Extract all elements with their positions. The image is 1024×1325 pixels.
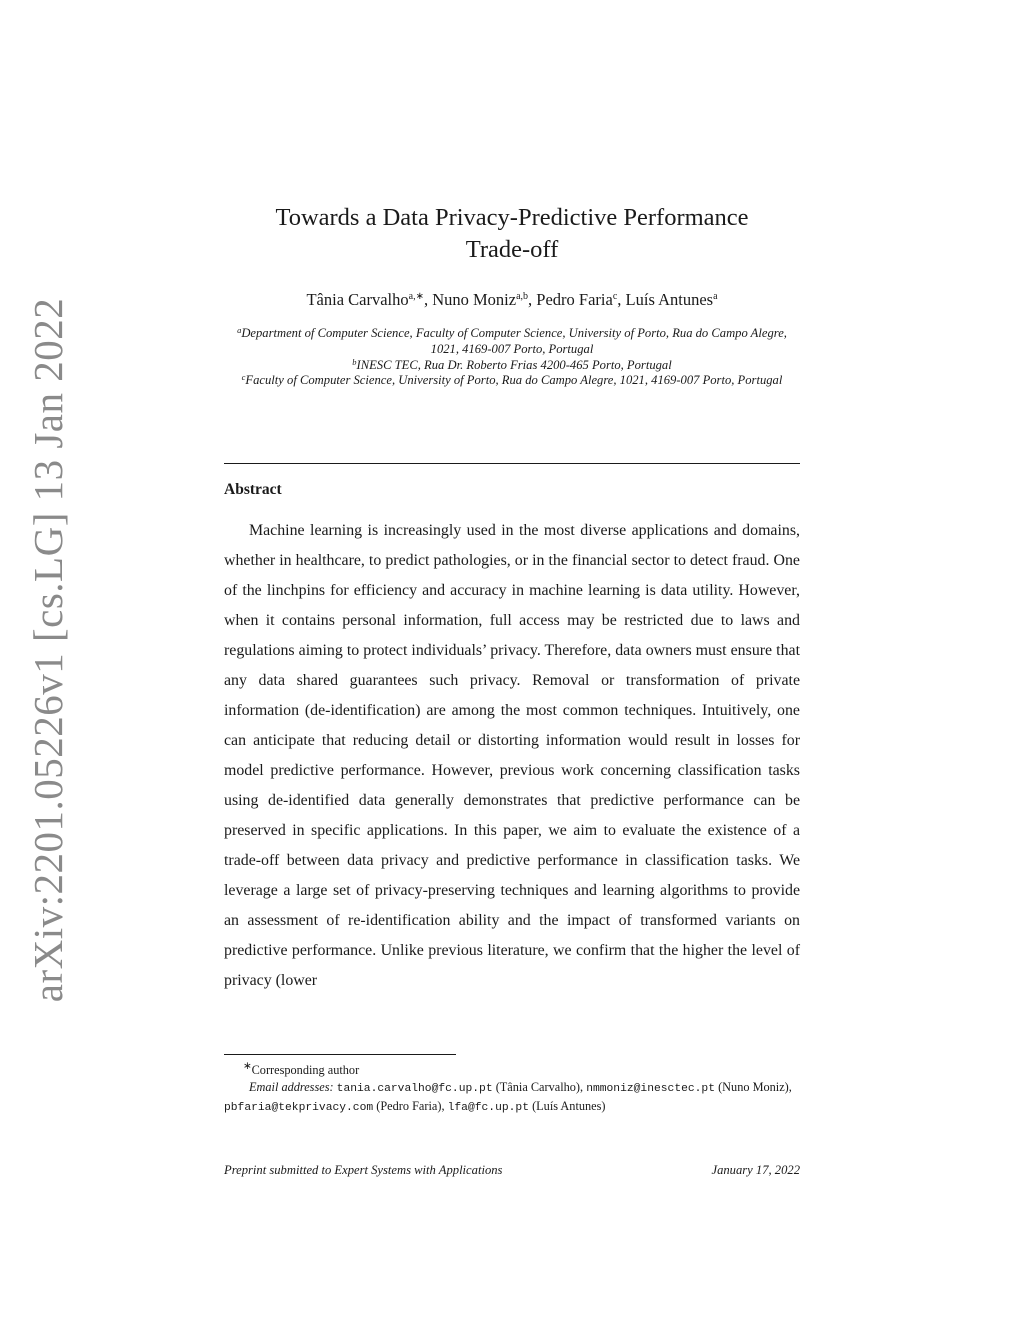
email-link[interactable]: pbfaria@tekprivacy.com	[224, 1102, 374, 1115]
author-separator: ,	[528, 290, 537, 309]
affiliation-b	[224, 358, 800, 374]
author-separator: ,	[423, 290, 433, 309]
paper-title-line-1: Towards a Data Privacy-Predictive Performance	[275, 204, 749, 231]
affiliation-a	[224, 326, 800, 358]
footnote-mark: ∗	[243, 1061, 252, 1072]
abstract-top-rule	[224, 463, 800, 464]
paper-title-line-2: Trade-off	[465, 236, 559, 263]
affiliation-text: INESC TEC, Rua Dr. Roberto Frias 4200-465 Porto, Portugal	[356, 357, 672, 372]
email-link[interactable]: tania.carvalho@fc.up.pt	[336, 1083, 493, 1096]
affiliation-mark: c	[241, 372, 246, 383]
affiliation-mark: a	[237, 325, 242, 335]
author-separator: ,	[617, 290, 626, 309]
email-separator: ,	[580, 1080, 587, 1095]
email-link[interactable]: lfa@fc.up.pt	[447, 1102, 529, 1115]
email-separator: ,	[788, 1080, 792, 1095]
footnote-corresponding	[224, 1058, 804, 1079]
author-name: Nuno Moniz	[432, 290, 517, 309]
footnote-emails	[224, 1079, 804, 1117]
footnotes	[224, 1058, 804, 1117]
author-list	[0, 289, 1024, 311]
footnote-corresponding-text: Corresponding author	[251, 1063, 360, 1078]
footnote-rule	[224, 1054, 456, 1055]
date-footer: January 17, 2022	[711, 1163, 800, 1177]
email-owner: (Luís Antunes)	[532, 1099, 606, 1114]
email-owner: (Nuno Moniz)	[718, 1080, 789, 1095]
author-affil-mark: a	[713, 291, 718, 302]
arxiv-identifier-stamp: arXiv:2201.05226v1 [cs.LG] 13 Jan 2022	[25, 297, 71, 1003]
affiliation-list	[224, 326, 800, 389]
paper-title	[0, 202, 1024, 266]
email-label: Email addresses:	[249, 1080, 334, 1095]
author-affil-mark: c	[612, 291, 618, 302]
abstract-body: Machine learning is increasingly used in the most diverse applications and domains, whether in healthcare, to predict pathologies, or in the financial sector to detect fraud. One of the linchpins for efficiency and accuracy in machine learning is data utility. However, when it contains personal information, full access may be restricted due to laws and regulations aiming to protect individuals’ privacy. Therefore, data owners must ensure that any data shared guarantees such privacy. Removal or transformation of private information (de-identification) are among the most common techniques. Intuitively, one can anticipate that reducing detail or distorting information would result in losses for model predictive performance. However, previous work concerning classification tasks using de-identified data generally demonstrates that predictive performance can be preserved in specific applications. In this paper, we aim to evaluate the existence of a trade-off between data privacy and predictive performance in classification tasks. We leverage a large set of privacy-preserving techniques and learning algorithms to provide an assessment of re-identification ability and the impact of transformed variants on predictive performance. Unlike previous literature, we confirm that the higher the level of privacy (lower	[224, 522, 800, 989]
affiliation-text: Faculty of Computer Science, University of Porto, Rua do Campo Alegre, 1021, 4169-007 Porto, Portugal	[245, 373, 783, 388]
author-name: Tânia Carvalho	[306, 290, 409, 309]
author-name: Pedro Faria	[536, 290, 613, 309]
author-affil-mark: a,∗	[408, 291, 424, 302]
email-link[interactable]: nmmoniz@inesctec.pt	[586, 1083, 715, 1096]
preprint-footer: Preprint submitted to Expert Systems with Applications	[224, 1163, 503, 1177]
affiliation-c	[224, 373, 800, 389]
email-owner: (Tânia Carvalho)	[495, 1080, 581, 1095]
email-owner: (Pedro Faria)	[376, 1099, 442, 1114]
email-separator: ,	[441, 1099, 448, 1114]
abstract-heading: Abstract	[224, 481, 282, 498]
affiliation-text: Department of Computer Science, Faculty of Computer Science, University of Porto, Rua do Campo Alegre, 1021, 4169-007 Porto, Portugal	[241, 326, 787, 356]
author-affil-mark: a,b	[516, 291, 529, 302]
affiliation-mark: b	[352, 356, 357, 367]
author-name: Luís Antunes	[625, 290, 714, 309]
